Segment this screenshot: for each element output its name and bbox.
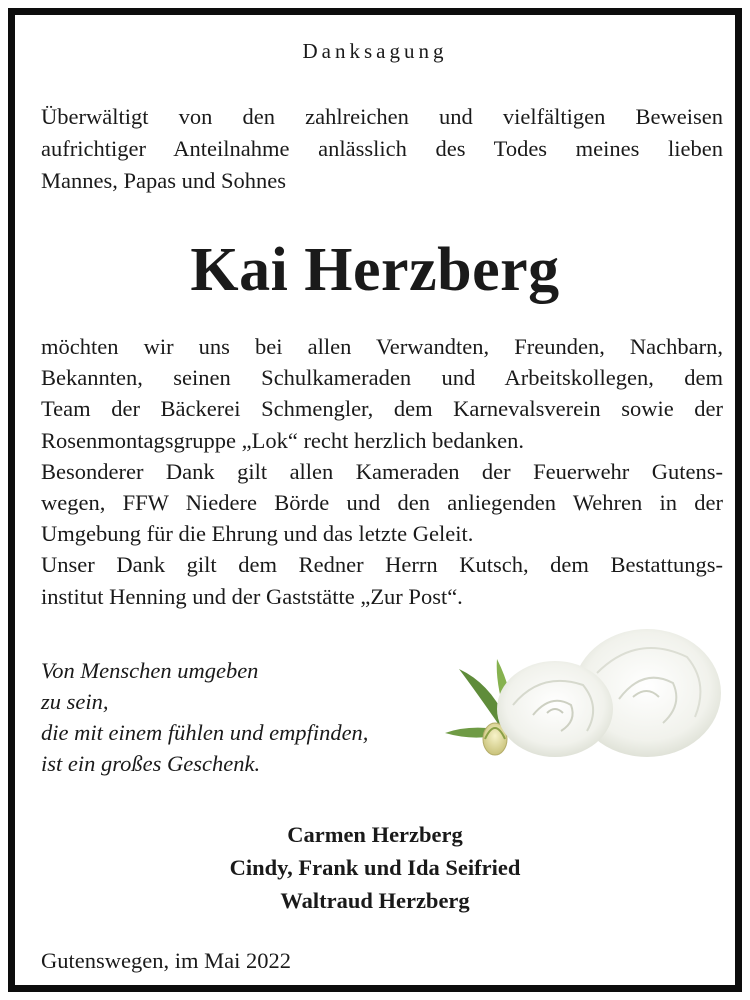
signers bbox=[15, 818, 735, 917]
intro-line: Überwältigt von den zahlreichen und vielfältigen Beweisen bbox=[41, 104, 723, 129]
thanks-line: wegen, FFW Niedere Börde und den anliegenden Wehren in der bbox=[41, 490, 723, 516]
poem bbox=[41, 655, 461, 779]
thanks-line: Umgebung für die Ehrung und das letzte Geleit. bbox=[41, 521, 474, 547]
obituary-notice-frame bbox=[8, 8, 742, 992]
signer-name: Carmen Herzberg bbox=[287, 822, 463, 847]
poem-line: ist ein großes Geschenk. bbox=[41, 751, 261, 776]
thanks-line: Besonderer Dank gilt allen Kameraden der Feuerwehr Gutens- bbox=[41, 458, 723, 484]
poem-line: Von Menschen umgeben bbox=[41, 658, 259, 683]
signer-name: Waltraud Herzberg bbox=[280, 888, 470, 913]
intro-paragraph bbox=[41, 101, 723, 197]
thanks-line: Team der Bäckerei Schmengler, dem Karnevalsverein sowie der bbox=[41, 396, 723, 422]
thanks-line: Bekannten, seinen Schulkameraden und Arbeitskollegen, dem bbox=[41, 365, 723, 391]
white-roses-icon bbox=[437, 613, 737, 773]
intro-line: aufrichtiger Anteilnahme anlässlich des Todes meines lieben bbox=[41, 136, 723, 161]
intro-line: Mannes, Papas und Sohnes bbox=[41, 168, 286, 193]
notice-heading: Danksagung bbox=[302, 39, 448, 63]
thanks-paragraph bbox=[41, 331, 723, 612]
thanks-line: Unser Dank gilt dem Redner Herrn Kutsch, dem Bestattungs- bbox=[41, 552, 723, 578]
signer-name: Cindy, Frank und Ida Seifried bbox=[229, 855, 521, 880]
poem-line: die mit einem fühlen und empfinden, bbox=[41, 720, 369, 745]
place-and-date: Gutenswegen, im Mai 2022 bbox=[41, 948, 291, 973]
thanks-line: institut Henning und der Gaststätte „Zur Post“. bbox=[41, 583, 463, 609]
thanks-line: Rosenmontagsgruppe „Lok“ recht herzlich bedanken. bbox=[41, 427, 524, 453]
deceased-name: Kai Herzberg bbox=[190, 236, 560, 304]
thanks-line: möchten wir uns bei allen Verwandten, Freunden, Nachbarn, bbox=[41, 334, 723, 359]
poem-line: zu sein, bbox=[41, 689, 109, 714]
